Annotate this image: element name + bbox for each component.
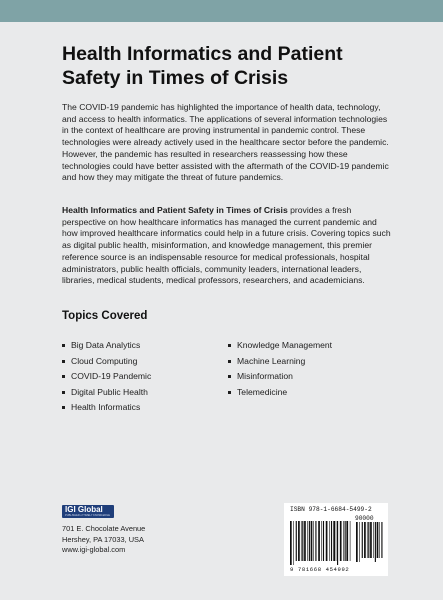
topics-list-left: [62, 338, 222, 416]
barcode-main-icon: [290, 521, 352, 565]
bullet-icon: [228, 360, 231, 363]
price-code: 90000: [355, 515, 374, 522]
bullet-icon: [62, 391, 65, 394]
topic-item: Machine Learning: [228, 354, 398, 370]
logo-tagline: PUBLISHER of TIMELY KNOWLEDGE: [65, 514, 110, 517]
publisher-logo: [62, 505, 114, 518]
topic-item: Knowledge Management: [228, 338, 398, 354]
topics-list-right: [228, 338, 398, 400]
topic-item: Digital Public Health: [62, 385, 222, 401]
publisher-address: [62, 524, 145, 556]
topic-item: Cloud Computing: [62, 354, 222, 370]
bullet-icon: [62, 406, 65, 409]
book-title: Health Informatics and Patient Safety in Times of Crisis: [62, 43, 343, 89]
logo-text: IGI Global: [65, 505, 103, 514]
top-color-band: [0, 0, 443, 22]
description-paragraph: [62, 205, 392, 287]
bullet-icon: [62, 375, 65, 378]
bullet-icon: [228, 344, 231, 347]
ean-number: 9 781668 454992: [290, 566, 350, 573]
isbn-text: ISBN 978-1-6684-5499-2: [290, 506, 372, 513]
bullet-icon: [228, 375, 231, 378]
description-bold-title: Health Informatics and Patient Safety in Times of Crisis: [62, 205, 288, 215]
bullet-icon: [62, 344, 65, 347]
topic-item: Telemedicine: [228, 385, 398, 401]
intro-paragraph: The COVID-19 pandemic has highlighted the importance of health data, technology, and access to health informatics. The applications of several information technologies in the context of healthcare are proving instrumental in pandemic control. These technologies were already actively used in the healthcare sector before the pandemic. However, the pandemic has resulted in researchers reassessing how these technologies could have better assisted with the aftermath of the COVID-19 pandemic and how they may mitigate the threat of future pandemics.: [62, 102, 389, 183]
topic-item: Health Informatics: [62, 400, 222, 416]
topic-item: COVID-19 Pandemic: [62, 369, 222, 385]
address-line: 701 E. Chocolate Avenue: [62, 524, 146, 533]
bullet-icon: [62, 360, 65, 363]
barcode-addon-icon: [356, 522, 383, 562]
topic-item: Big Data Analytics: [62, 338, 222, 354]
topics-heading: Topics Covered: [62, 310, 148, 322]
description-text: provides a fresh perspective on how healthcare informatics has managed the current pandemic and how improved healthcare informatics could help in a future crisis. Covering topics such as digital public health, misinformation, and knowledge management, this premier reference source is an indispensable resource for medical professionals, hospital administrators, public health officials, community leaders, international leaders, libraries, medical students, medical professors, researchers, and academicians.: [62, 205, 391, 286]
bullet-icon: [228, 391, 231, 394]
topic-item: Misinformation: [228, 369, 398, 385]
address-url: www.igi-global.com: [62, 545, 126, 554]
barcode-box: [284, 503, 388, 576]
address-line: Hershey, PA 17033, USA: [62, 534, 144, 544]
